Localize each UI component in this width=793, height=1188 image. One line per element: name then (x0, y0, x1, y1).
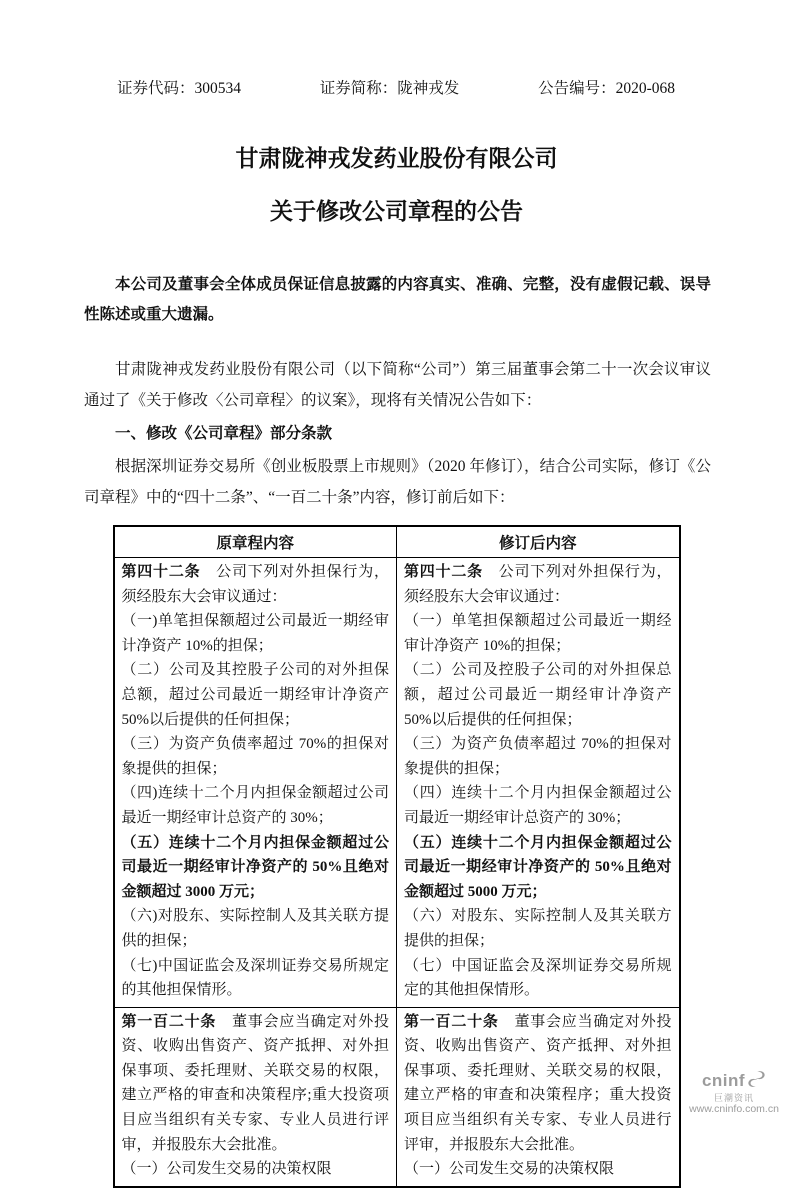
clause-number: 第一百二十条 (121, 1013, 217, 1030)
clause-number: 第四十二条 (404, 564, 483, 580)
stock-name: 证券简称：陇神戎发 (319, 80, 460, 97)
clause-paragraph: （二）公司及控股子公司的对外担保总额，超过公司最近一期经审计净资产 50%以后提供的任何担保； (404, 662, 672, 728)
stock-code: 证券代码：300534 (117, 80, 242, 97)
clause-paragraph: （六)对股东、实际控制人及其关联方提供的担保； (121, 908, 389, 949)
table-cell (114, 1007, 397, 1187)
clause-paragraph: （一）单笔担保额超过公司最近一期经审计净资产 10%的担保； (404, 613, 672, 654)
clause-paragraph: 第一百二十条 董事会应当确定对外投资、收购出售资产、资产抵押、对外担保事项、委托理财、关联交易的权限，建立严格的审查和决策程序;重大投资项目应当组织有关专家、专业人员进行评审，并报股东大会批准。 (121, 1013, 389, 1153)
clause-paragraph: （三）为资产负债率超过 70%的担保对象提供的担保； (121, 736, 389, 777)
comparison-table (113, 525, 681, 1188)
cninfo-logo-chinese: 巨潮资讯 (713, 1092, 754, 1103)
comparison-table-body (114, 558, 680, 1187)
cninfo-logo-url: www.cninfo.com.cn (689, 1103, 779, 1116)
clause-paragraph: （六）对股东、实际控制人及其关联方提供的担保； (404, 908, 672, 949)
clause-number: 第四十二条 (121, 564, 201, 580)
company-title: 甘肃陇神戎发药业股份有限公司 (235, 146, 558, 171)
table-header-row (114, 526, 680, 558)
table-cell (397, 558, 680, 1008)
clause-paragraph: （七）中国证监会及深圳证券交易所规定的其他担保情形。 (404, 957, 672, 999)
clause-paragraph: 第一百二十条 董事会应当确定对外投资、收购出售资产、资产抵押、对外担保事项、委托理财、关联交易的权限，建立严格的审查和决策程序；重大投资项目应当组织有关专家、专业人员进行评审，并报股东大会批准。 (404, 1013, 672, 1153)
clause-number: 第一百二十条 (404, 1013, 499, 1030)
clause-paragraph: （七)中国证监会及深圳证券交易所规定的其他担保情形。 (121, 957, 389, 999)
cninfo-logo-text: cninf (701, 1070, 746, 1090)
clause-paragraph: （五）连续十二个月内担保金额超过公司最近一期经审计净资产的 50%且绝对金额超过 3000 万元； (121, 834, 389, 900)
clause-paragraph: （五）连续十二个月内担保金额超过公司最近一期经审计净资产的 50%且绝对金额超过 5000 万元； (404, 834, 672, 900)
section-1-body: 根据深圳证券交易所《创业板股票上市规则》（2020 年修订），结合公司实际，修订《公司章程》中的“四十二条”、“一百二十条”内容，修订前后如下： (84, 458, 711, 506)
document-header (117, 0, 675, 98)
table-cell (397, 1007, 680, 1187)
announcement-number: 公告编号：2020-068 (538, 80, 675, 97)
intro-paragraph: 甘肃陇神戎发药业股份有限公司（以下简称“公司”）第三届董事会第二十一次会议审议通过了《关于修改〈公司章程〉的议案》，现将有关情况公告如下： (84, 361, 711, 409)
clause-paragraph: （四）连续十二个月内担保金额超过公司最近一期经审计总资产的 30%； (404, 785, 672, 826)
column-header-revised: 修订后内容 (397, 526, 680, 558)
column-header-original: 原章程内容 (114, 526, 397, 558)
clause-paragraph: （一）公司发生交易的决策权限 (404, 1161, 615, 1178)
clause-paragraph: （一）公司发生交易的决策权限 (121, 1161, 332, 1178)
cninfo-logo (679, 1070, 789, 1116)
declaration-paragraph: 本公司及董事会全体成员保证信息披露的内容真实、准确、完整，没有虚假记载、误导性陈述或重大遗漏。 (84, 276, 711, 323)
clause-paragraph: （三）为资产负债率超过 70%的担保对象提供的担保； (404, 736, 672, 777)
clause-paragraph: （四)连续十二个月内担保金额超过公司最近一期经审计总资产的 30%； (121, 785, 389, 826)
clause-paragraph: （一)单笔担保额超过公司最近一期经审计净资产 10%的担保； (121, 613, 389, 654)
clause-paragraph: （二）公司及其控股子公司的对外担保总额，超过公司最近一期经审计净资产 50%以后提供的任何担保； (121, 662, 389, 728)
section-1-heading: 一、修改《公司章程》部分条款 (115, 425, 333, 442)
clause-paragraph: 第四十二条 公司下列对外担保行为，须经股东大会审议通过： (404, 564, 672, 605)
cninfo-swirl-icon (747, 1070, 766, 1093)
table-row (114, 558, 680, 1008)
clause-paragraph: 第四十二条 公司下列对外担保行为，须经股东大会审议通过： (121, 564, 389, 605)
announcement-title: 关于修改公司章程的公告 (270, 199, 523, 224)
table-cell (114, 558, 397, 1008)
table-row (114, 1007, 680, 1187)
